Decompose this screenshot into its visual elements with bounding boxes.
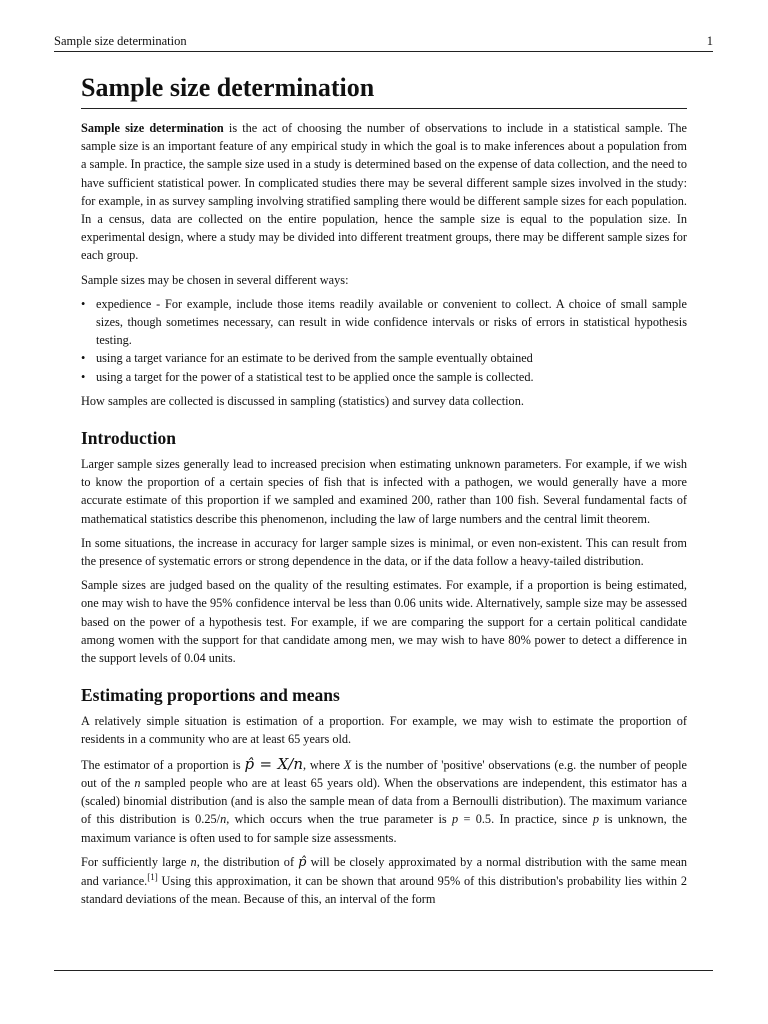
var-p: p xyxy=(592,812,600,827)
running-title: Sample size determination xyxy=(54,34,187,48)
article-body xyxy=(81,68,687,914)
intro-paragraph-1 xyxy=(81,119,687,265)
text-span: sampled people who are at least 65 years old). When the observations are independent, this estimator has a (scaled) binomial distribution (and is also the sample mean of data from a Bernoulli distribution). The maximum variance of this distribution is 0.25/ xyxy=(81,775,687,827)
section-heading-estimating: Estimating proportions and means xyxy=(81,685,340,706)
var-n: n xyxy=(220,812,227,827)
list-item: • using a target variance for an estimate to be derived from the sample eventually obtained xyxy=(81,349,687,367)
text-span: The estimator of a proportion is xyxy=(81,757,245,772)
var-p: p xyxy=(452,812,459,827)
var-n: n xyxy=(134,775,141,790)
introduction-paragraph-3: Sample sizes are judged based on the quality of the resulting estimates. For example, if a proportion is being estimated, one may wish to have the 95% confidence interval be less than 0.06 units wide. Alternatively, sample size may be assessed based on the power of a hypothesis test. For example, if we are comparing the support for a certain political candidate among women with the support for that candidate among men, we may wish to have 80% power to detect a difference in the support levels of 0.04 units. xyxy=(81,578,687,666)
text-span: Using this approximation, it can be shown that around 95% of this distribution's probability lies within 2 standard deviations of the mean. Because of this, an interval of the form xyxy=(81,873,687,907)
list-item: • using a target for the power of a statistical test to be applied once the sample is collected. xyxy=(81,368,687,386)
estimating-paragraph-1: A relatively simple situation is estimation of a proportion. For example, we may wish to estimate the proportion of residents in a community who are at least 65 years old. xyxy=(81,714,687,747)
estimating-paragraph-2 xyxy=(81,755,687,847)
bottom-rule xyxy=(54,970,713,971)
list-item: • expedience - For example, include those items readily available or convenient to collect. A choice of small sample sizes, though sometimes necessary, can result in wide confidence intervals or risks of errors in statistical hypothesis testing. xyxy=(81,295,687,350)
page-title: Sample size determination xyxy=(81,68,687,109)
citation-link[interactable]: [1] xyxy=(147,871,158,882)
bold-term: Sample size determination xyxy=(81,121,224,135)
running-header xyxy=(54,34,713,52)
methods-list xyxy=(81,295,687,386)
section-heading-introduction: Introduction xyxy=(81,428,176,449)
var-n: n xyxy=(190,854,197,869)
introduction-paragraph-2: In some situations, the increase in accuracy for larger sample sizes is minimal, or even non-existent. This can result from the presence of systematic errors or strong dependence in the data, or if the data follow a heavy-tailed distribution. xyxy=(81,535,687,569)
page-number: 1 xyxy=(706,34,713,48)
text-span: will be closely approximated by a normal distribution with the same mean and variance. xyxy=(81,854,687,888)
intro-p1-text: is the act of choosing the number of observations to include in a statistical sample. The sample size is an important feature of any empirical study in which the goal is to make inferences about a population from a sample. In practice, the sample size used in a study is determined based on the expense of data collection, and the need to have sufficient statistical power. In complicated studies there may be several different sample sizes involved in the study: for example, in as survey sampling involving stratified sampling there would be different sample sizes for each population. In a census, data are collected on the entire population, hence the sample size is equal to the population size. In experimental design, where a study may be divided into different treatment groups, there may be different sample sizes for each group. xyxy=(81,121,688,263)
intro-paragraph-2: Sample sizes may be chosen in several different ways: xyxy=(81,272,349,287)
text-span: = 0.5. In practice, since xyxy=(458,812,593,827)
proportion-formula: p̂ = X/n xyxy=(244,754,304,773)
text-span: , where xyxy=(303,757,344,772)
estimating-paragraph-3 xyxy=(81,853,687,909)
introduction-paragraph-1: Larger sample sizes generally lead to increased precision when estimating unknown parameters. For example, if we wish to know the proportion of a certain species of fish that is infected with a pathogen, we would generally have a more accurate estimate of this proportion if we sampled and examined 200, rather than 100 fish. Several fundamental facts of mathematical statistics describe this phenomenon, including the law of large numbers and the central limit theorem. xyxy=(81,457,687,526)
text-span: , the distribution of xyxy=(196,854,299,869)
phat-symbol: p̂ xyxy=(298,854,307,870)
text-span: is the number of 'positive' observations (e.g. the number of people out of the xyxy=(81,757,687,790)
var-x: X xyxy=(343,757,352,772)
text-span: , which occurs when the true parameter is xyxy=(226,812,453,827)
text-span: is unknown, the maximum variance is often used to for sample size assessments. xyxy=(81,812,688,845)
intro-paragraph-3: How samples are collected is discussed in sampling (statistics) and survey data collection. xyxy=(81,393,524,408)
text-span: For sufficiently large xyxy=(81,854,191,869)
